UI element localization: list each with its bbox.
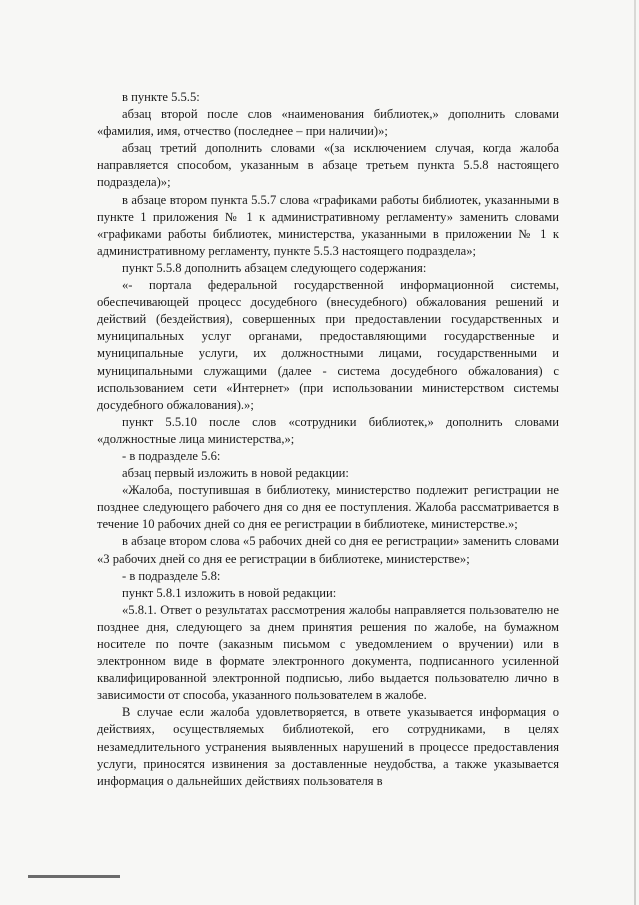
paragraph-subsection-5-6: - в подразделе 5.6: [122, 448, 221, 463]
page-edge-shadow [634, 0, 636, 905]
paragraph-complaint-satisfied: В случае если жалоба удовлетворяется, в ответе указывается информация о действиях, осуществляемых библиотекой, его сотрудниками, в целях незамедлительного устранения выявленных нарушений в процессе предоставления услуги, приносятся извинения за доставленные неудобства, а также указывается информация о дальнейших действиях пользователя в [97, 705, 559, 788]
paragraph-punkt-5-8-1: пункт 5.8.1 изложить в новой редакции: [122, 585, 337, 600]
paragraph-heading-5-5-5: в пункте 5.5.5: [122, 90, 200, 104]
paragraph-5-8-1-text: «5.8.1. Ответ о результатах рассмотрения жалобы направляется пользователю не позднее дня, следующего за днем принятия решения по жалобе, на бумажном носителе по почте (заказным письмом с уведомлением о вручении) или в электронном виде в формате электронного документа, подписанного усиленной квалифицированной электронной подписью, либо выдается пользователю лично в зависимости от способа, указанного пользователем в жалобе. [97, 602, 559, 703]
paragraph-abzac-vtorom: в абзаце втором слова «5 рабочих дней со дня ее регистрации» заменить словами «3 рабочих дней со дня ее регистрации в библиотеке, министерстве»; [97, 534, 559, 566]
paragraph-abzac-tretiy: абзац третий дополнить словами «(за исключением случая, когда жалоба направляется способом, указанным в абзаце третьем пункта 5.5.8 настоящего подраздела)»; [97, 141, 559, 190]
paragraph-punkt-5-5-8: пункт 5.5.8 дополнить абзацем следующего содержания: [122, 260, 427, 275]
scan-artifact-line [28, 875, 120, 878]
paragraph-portal-text: «- портала федеральной государственной информационной системы, обеспечивающей процесс досудебного (внесудебного) обжалования решений и действий (бездействия), совершенных при предоставлении государственных и муниципальных услуг органами, предоставляющими государственные и муниципальные услуги, их должностными лицами, государственными и муниципальными служащими (далее - система досудебного обжалования) с использованием сети «Интернет» (при использовании министерством системы досудебного обжалования).»; [97, 278, 559, 412]
paragraph-subsection-5-8: - в подразделе 5.8: [122, 568, 221, 583]
paragraph-punkt-5-5-10: пункт 5.5.10 после слов «сотрудники библиотек,» дополнить словами «должностные лица министерства,»; [97, 414, 559, 446]
paragraph-first-new-edition: абзац первый изложить в новой редакции: [122, 466, 349, 481]
document-body [97, 89, 559, 790]
paragraph-punkt-5-5-7: в абзаце втором пункта 5.5.7 слова «графиками работы библиотек, указанными в пункте 1 приложения № 1 к административному регламенту» заменить словами «графиками работы библиотек, министерства, указанными в приложении № 1 к административному регламенту, пункте 5.5.3 настоящего подраздела»; [97, 192, 559, 258]
paragraph-zhaloba: «Жалоба, поступившая в библиотеку, министерство подлежит регистрации не позднее следующего рабочего дня со дня ее поступления. Жалоба рассматривается в течение 10 рабочих дней со дня ее регистрации в библиотеке, министерстве.»; [97, 483, 559, 532]
paragraph-abzac-vtoroy: абзац второй после слов «наименования библиотек,» дополнить словами «фамилия, имя, отчество (последнее – при наличии)»; [97, 107, 559, 139]
